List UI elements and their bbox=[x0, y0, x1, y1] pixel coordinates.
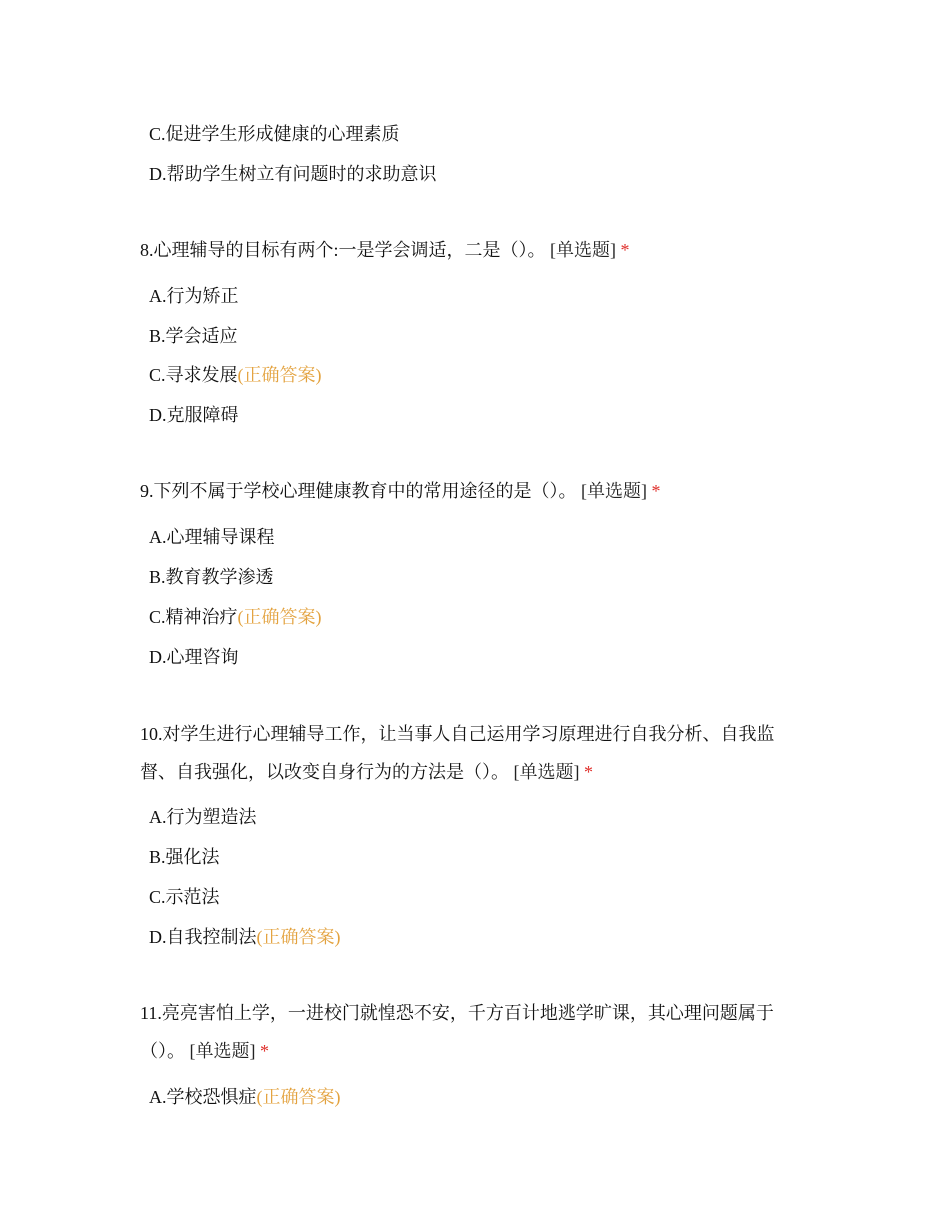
option-10-d bbox=[149, 925, 341, 949]
option-8-d bbox=[149, 403, 239, 427]
option-label: D.自我控制法 bbox=[149, 927, 257, 947]
option-label: B.学会适应 bbox=[149, 326, 238, 346]
required-mark: * bbox=[260, 1041, 269, 1061]
option-label: A.行为矫正 bbox=[149, 286, 239, 306]
correct-answer-marker: (正确答案) bbox=[256, 1087, 341, 1107]
option-9-b bbox=[149, 565, 274, 589]
option-8-c bbox=[149, 363, 322, 387]
required-mark: * bbox=[620, 240, 630, 260]
question-text: 10.对学生进行心理辅导工作，让当事人自己运用学习原理进行自我分析、自我监督、自我强化，以改变自身行为的方法是（）。 bbox=[140, 724, 775, 782]
correct-answer-marker: (正确答案) bbox=[237, 607, 322, 627]
option-9-d bbox=[149, 645, 239, 669]
option-label: A.心理辅导课程 bbox=[149, 527, 275, 547]
question-11-title bbox=[140, 994, 805, 1070]
option-label: C.促进学生形成健康的心理素质 bbox=[149, 124, 400, 144]
option-10-a bbox=[149, 805, 257, 829]
option-label: C.示范法 bbox=[149, 887, 220, 907]
correct-answer-marker: (正确答案) bbox=[237, 365, 322, 385]
option-10-c bbox=[149, 885, 220, 909]
option-label: A.行为塑造法 bbox=[149, 807, 257, 827]
option-9-c bbox=[149, 605, 322, 629]
required-mark: * bbox=[584, 762, 593, 782]
option-label: D.帮助学生树立有问题时的求助意识 bbox=[149, 164, 437, 184]
option-8-a bbox=[149, 284, 239, 308]
option-label: D.心理咨询 bbox=[149, 647, 239, 667]
option-label: B.教育教学渗透 bbox=[149, 567, 274, 587]
option-9-a bbox=[149, 525, 275, 549]
option-label: D.克服障碍 bbox=[149, 405, 239, 425]
option-11-a bbox=[149, 1085, 341, 1109]
option-8-b bbox=[149, 324, 238, 348]
option-label: B.强化法 bbox=[149, 847, 220, 867]
question-type-tag: [单选题] bbox=[550, 240, 616, 260]
option-7-c bbox=[149, 122, 400, 146]
question-8-title bbox=[140, 231, 805, 269]
question-type-tag: [单选题] bbox=[189, 1041, 256, 1061]
correct-answer-marker: (正确答案) bbox=[256, 927, 341, 947]
required-mark: * bbox=[651, 481, 661, 501]
question-10-title bbox=[140, 715, 805, 791]
option-label: A.学校恐惧症 bbox=[149, 1087, 257, 1107]
option-10-b bbox=[149, 845, 220, 869]
question-type-tag: [单选题] bbox=[581, 481, 647, 501]
option-7-d bbox=[149, 162, 437, 186]
question-type-tag: [单选题] bbox=[513, 762, 580, 782]
question-text: 11.亮亮害怕上学，一进校门就惶恐不安，千方百计地逃学旷课，其心理问题属于（）。 bbox=[140, 1003, 774, 1061]
question-text: 8.心理辅导的目标有两个:一是学会调适，二是（）。 bbox=[140, 240, 546, 260]
question-9-title bbox=[140, 472, 805, 510]
question-text: 9.下列不属于学校心理健康教育中的常用途径的是（）。 bbox=[140, 481, 577, 501]
option-label: C.寻求发展 bbox=[149, 365, 238, 385]
option-label: C.精神治疗 bbox=[149, 607, 238, 627]
